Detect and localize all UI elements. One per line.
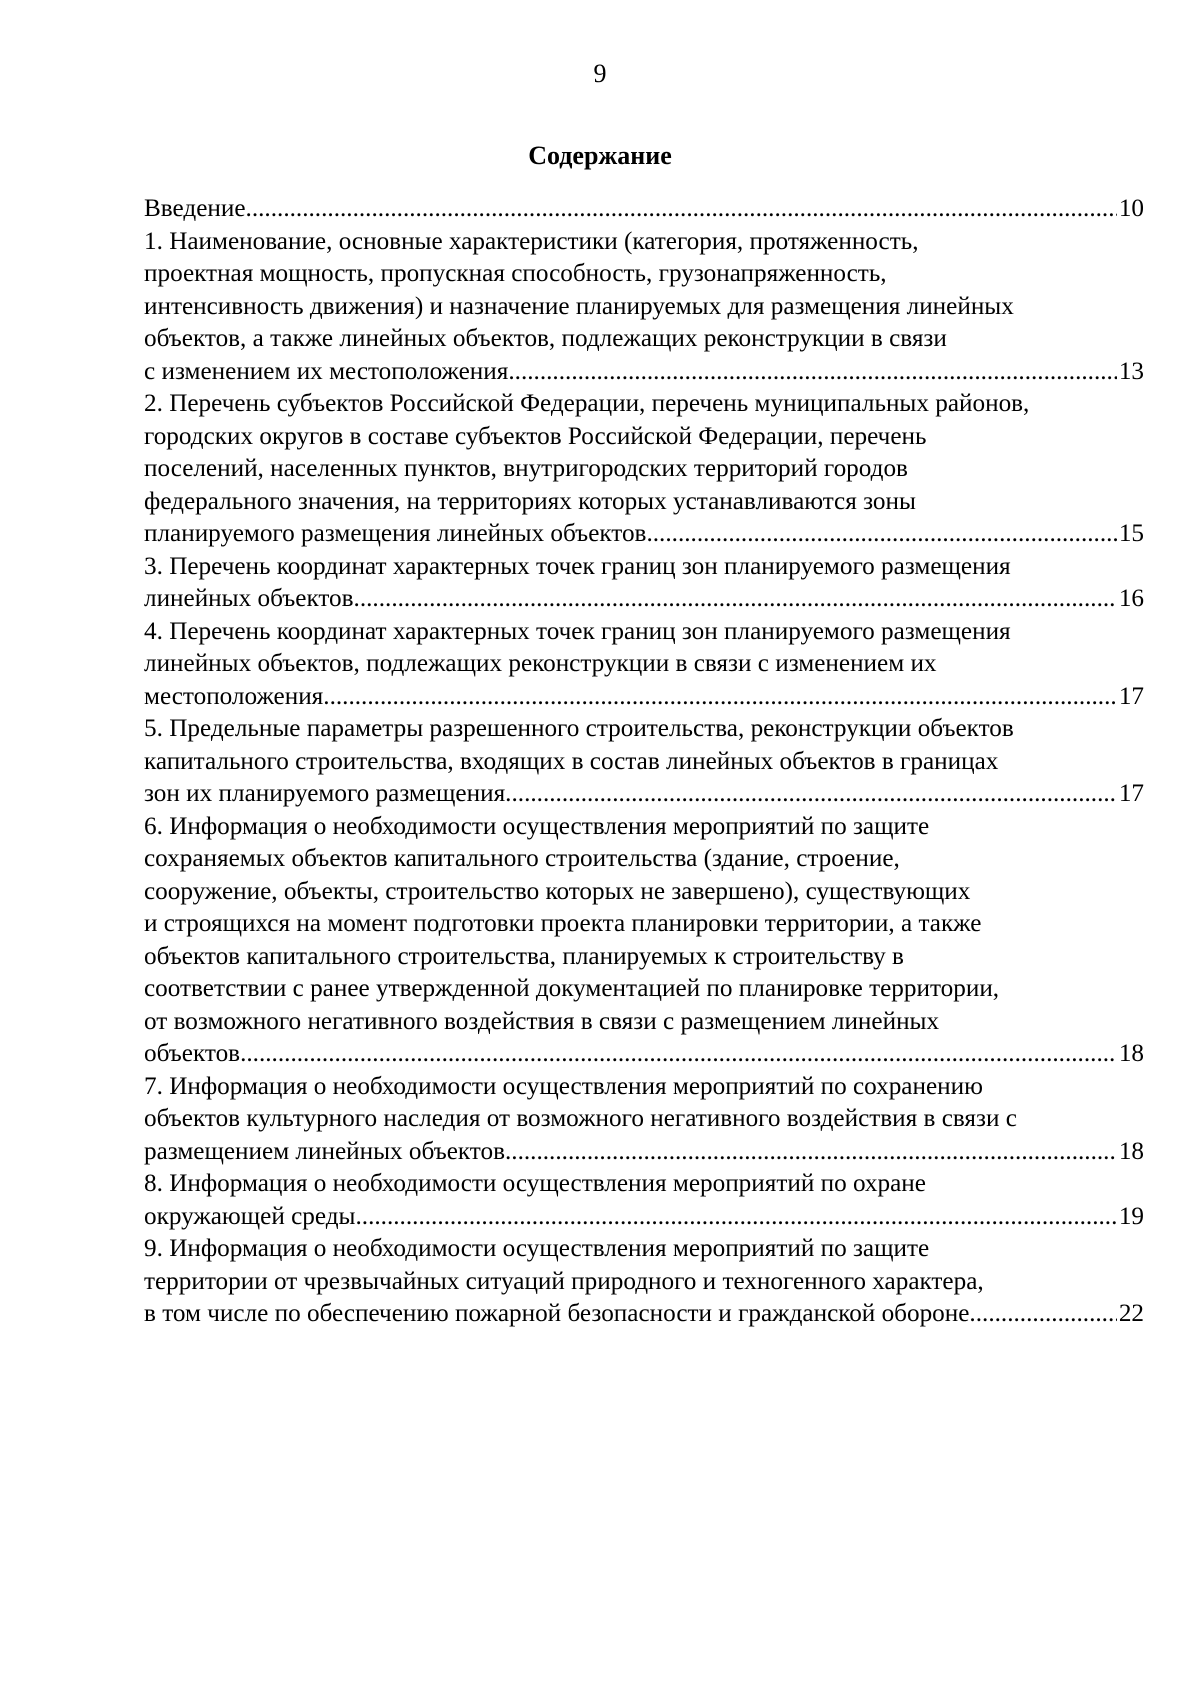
toc-entry-text: линейных объектов — [144, 585, 354, 612]
toc-entry-line: 7. Информация о необходимости осуществления мероприятий по сохранению — [144, 1072, 983, 1100]
toc-entry-line: линейных объектов, подлежащих реконструкции в связи с изменением их — [144, 650, 937, 677]
toc-entry-text: Введение — [144, 195, 246, 222]
toc-entry-line: объектов культурного наследия от возможного негативного воздействия в связи с — [144, 1105, 1017, 1132]
dot-leader — [646, 518, 1116, 551]
toc-entry[interactable] — [144, 1168, 1144, 1233]
toc-entry-line: 3. Перечень координат характерных точек границ зон планируемого размещения — [144, 552, 1011, 580]
toc-page-number: 18 — [1118, 1040, 1144, 1067]
toc-entry[interactable] — [144, 1071, 1144, 1169]
toc-entry-line: капитального строительства, входящих в состав линейных объектов в границах — [144, 747, 999, 775]
dot-leader — [355, 1201, 1116, 1234]
toc-entry-line: сохраняемых объектов капитального строительства (здание, строение, — [144, 845, 900, 872]
toc-entry-line: проектная мощность, пропускная способность, грузонапряженность, — [144, 260, 887, 287]
toc-entry-line: территории от чрезвычайных ситуаций природного и техногенного характера, — [144, 1267, 984, 1295]
toc-page-number: 10 — [1118, 195, 1144, 222]
toc-page-number: 18 — [1118, 1137, 1144, 1165]
page-number: 9 — [593, 59, 607, 88]
toc-entry-last-line — [144, 193, 1144, 226]
toc-entry-line: 9. Информация о необходимости осуществления мероприятий по защите — [144, 1235, 930, 1262]
toc-entry-line: 1. Наименование, основные характеристики (категория, протяженность, — [144, 227, 919, 255]
toc-entry-line: поселений, населенных пунктов, внутригородских территорий городов — [144, 455, 908, 482]
toc-entry-line: городских округов в составе субъектов Российской Федерации, перечень — [144, 422, 927, 450]
toc-page-number: 16 — [1118, 585, 1144, 612]
dot-leader — [508, 356, 1116, 389]
toc-page-number: 17 — [1118, 682, 1144, 710]
toc-entry-last-line — [144, 1298, 1144, 1331]
toc-entry-line: 5. Предельные параметры разрешенного строительства, реконструкции объектов — [144, 715, 1014, 742]
toc-entry-text: объектов — [144, 1040, 241, 1067]
toc-entry-text: с изменением их местоположения — [144, 357, 509, 385]
toc-entry-line: 4. Перечень координат характерных точек границ зон планируемого размещения — [144, 617, 1011, 645]
toc-entry-line: 6. Информация о необходимости осуществления мероприятий по защите — [144, 812, 930, 840]
toc-page-number: 19 — [1118, 1202, 1144, 1230]
dot-leader — [240, 1038, 1117, 1071]
toc-entry[interactable] — [144, 1233, 1144, 1331]
toc-entry-last-line — [144, 356, 1144, 389]
toc-entry-last-line — [144, 583, 1144, 616]
toc-entry-last-line — [144, 1038, 1144, 1071]
toc-page-number: 15 — [1118, 520, 1144, 547]
dot-leader — [505, 1136, 1117, 1169]
table-of-contents — [144, 193, 1144, 1331]
toc-title: Содержание — [528, 141, 672, 170]
toc-entry-text: в том числе по обеспечению пожарной безопасности и гражданской обороне — [144, 1300, 970, 1327]
toc-entry-last-line — [144, 778, 1144, 811]
toc-entry-last-line — [144, 681, 1144, 714]
toc-entry-text: окружающей среды — [144, 1202, 356, 1230]
toc-entry-text: зон их планируемого размещения — [144, 780, 506, 807]
toc-entry-line: 2. Перечень субъектов Российской Федерации, перечень муниципальных районов, — [144, 390, 1030, 417]
toc-entry-last-line — [144, 1201, 1144, 1234]
toc-entry[interactable] — [144, 388, 1144, 551]
toc-entry[interactable] — [144, 616, 1144, 714]
dot-leader — [505, 778, 1117, 811]
toc-entry-line: интенсивность движения) и назначение планируемых для размещения линейных — [144, 292, 1014, 320]
toc-page-number: 17 — [1118, 780, 1144, 807]
toc-entry[interactable] — [144, 193, 1144, 226]
toc-entry-text: местоположения — [144, 682, 324, 710]
toc-entry[interactable] — [144, 811, 1144, 1071]
toc-entry[interactable] — [144, 551, 1144, 616]
dot-leader — [354, 583, 1117, 616]
toc-entry-line: сооружение, объекты, строительство которых не завершено), существующих — [144, 877, 971, 905]
toc-entry-text: размещением линейных объектов — [144, 1137, 505, 1165]
toc-page-number: 22 — [1118, 1300, 1144, 1327]
toc-entry-line: федерального значения, на территориях которых устанавливаются зоны — [144, 487, 916, 515]
toc-entry-line: 8. Информация о необходимости осуществления мероприятий по охране — [144, 1170, 926, 1197]
dot-leader — [969, 1298, 1116, 1331]
toc-entry-line: от возможного негативного воздействия в связи с размещением линейных — [144, 1007, 940, 1035]
toc-entry-line: объектов капитального строительства, планируемых к строительству в — [144, 942, 904, 970]
toc-entry-last-line — [144, 518, 1144, 551]
toc-entry-line: соответствии с ранее утвержденной документацией по планировке территории, — [144, 975, 1000, 1002]
toc-page-number: 13 — [1118, 357, 1144, 385]
toc-entry-line: и строящихся на момент подготовки проекта планировки территории, а также — [144, 910, 982, 937]
toc-entry[interactable] — [144, 226, 1144, 389]
dot-leader — [246, 193, 1117, 226]
toc-entry-text: планируемого размещения линейных объектов — [144, 520, 647, 547]
toc-entry-line: объектов, а также линейных объектов, подлежащих реконструкции в связи — [144, 325, 947, 352]
toc-entry-last-line — [144, 1136, 1144, 1169]
toc-entry[interactable] — [144, 713, 1144, 811]
dot-leader — [323, 681, 1117, 714]
